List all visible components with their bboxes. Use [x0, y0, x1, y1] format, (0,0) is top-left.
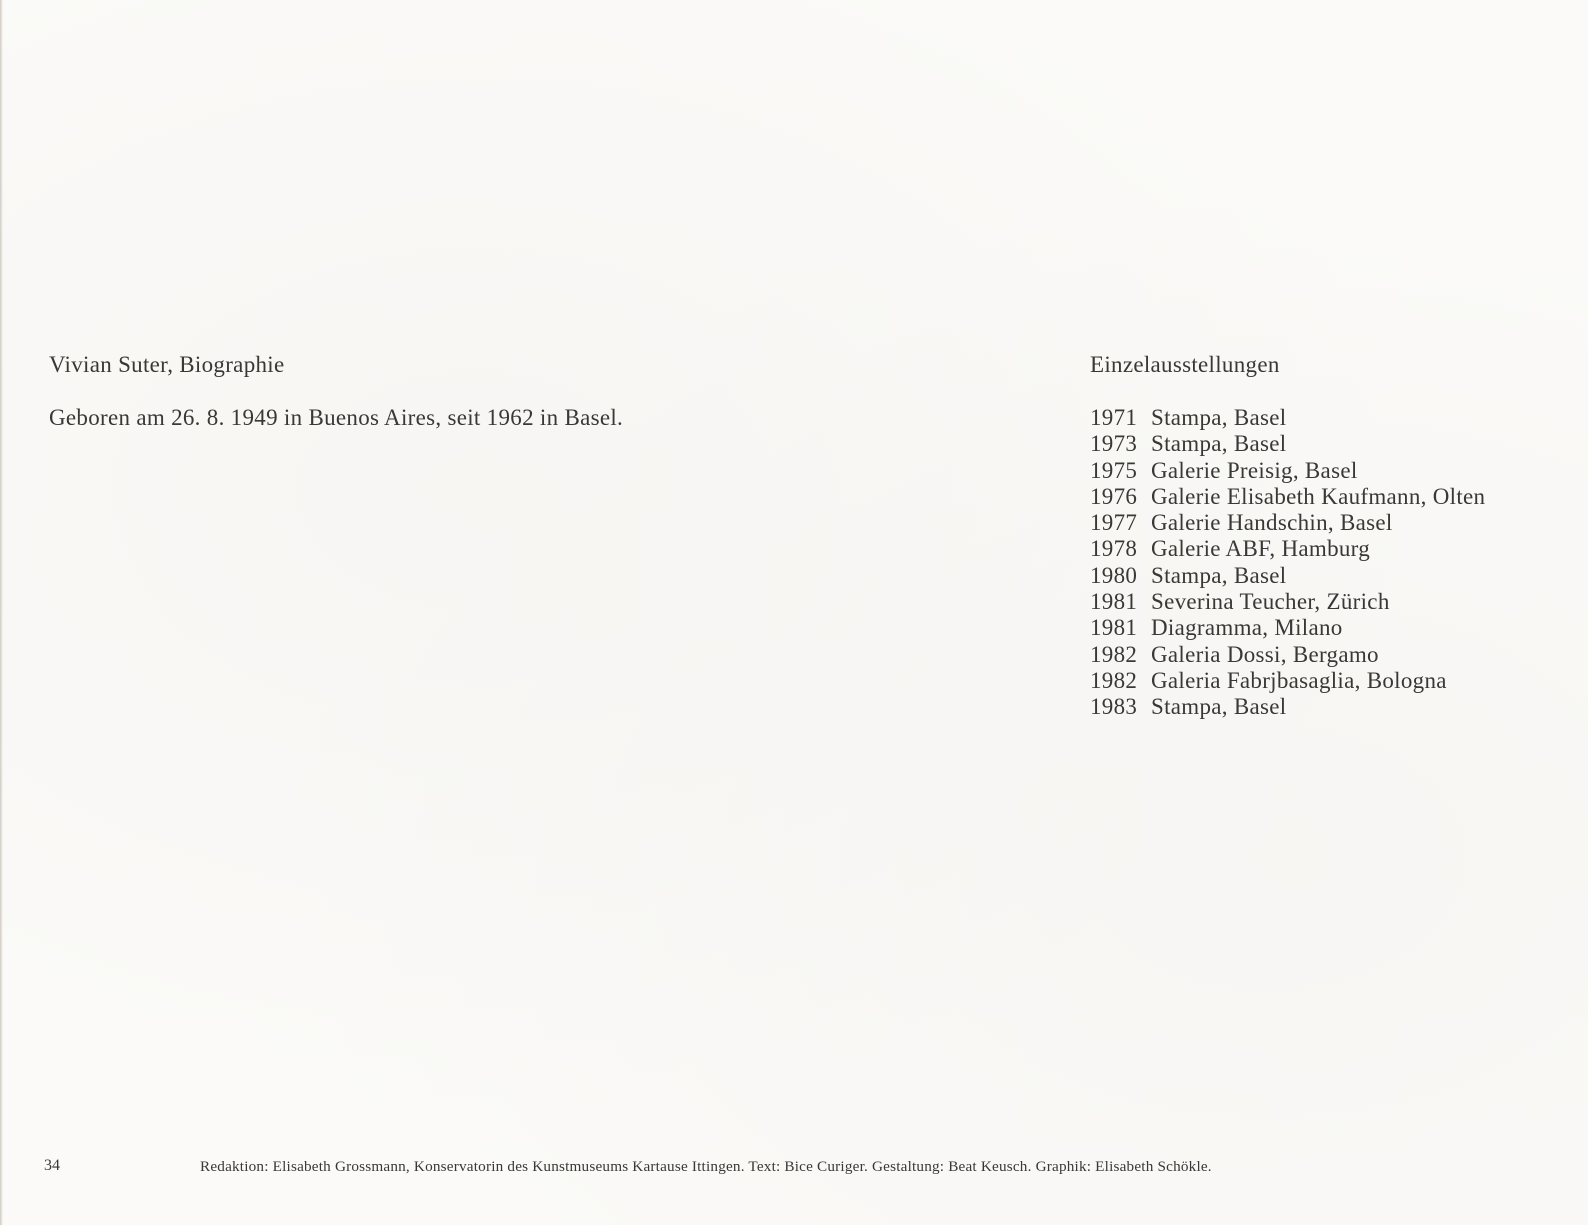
exhibition-year: 1977 — [1090, 510, 1138, 536]
page-number: 34 — [44, 1157, 60, 1174]
exhibition-item — [1090, 484, 1485, 510]
exhibition-venue: Galeria Fabrjbasaglia, Bologna — [1151, 667, 1447, 693]
exhibition-year: 1978 — [1090, 536, 1138, 562]
exhibition-venue: Galerie ABF, Hamburg — [1151, 536, 1371, 562]
exhibition-venue: Galerie Elisabeth Kaufmann, Olten — [1151, 483, 1486, 509]
biography-birth-line: Geboren am 26. 8. 1949 in Buenos Aires, seit 1962 in Basel. — [49, 405, 624, 430]
exhibition-year: 1980 — [1090, 562, 1138, 588]
exhibition-item — [1090, 563, 1485, 589]
exhibition-year: 1975 — [1090, 457, 1138, 483]
exhibition-item — [1090, 615, 1485, 641]
exhibition-venue: Galerie Handschin, Basel — [1151, 510, 1393, 536]
footer-credits: Redaktion: Elisabeth Grossmann, Konservatorin des Kunstmuseums Kartause Ittingen. Text: Bice Curiger. Gestaltung: Beat Keusch. Graphik: Elisabeth Schökle. — [200, 1158, 1212, 1175]
exhibition-item — [1090, 458, 1485, 484]
exhibition-item — [1090, 642, 1485, 668]
exhibition-year: 1973 — [1090, 431, 1138, 457]
exhibition-year: 1981 — [1090, 615, 1138, 641]
exhibition-venue: Diagramma, Milano — [1151, 615, 1343, 641]
exhibition-year: 1983 — [1090, 694, 1138, 720]
exhibition-year: 1982 — [1090, 667, 1138, 693]
exhibition-venue: Severina Teucher, Zürich — [1151, 589, 1390, 615]
exhibition-venue: Stampa, Basel — [1151, 405, 1287, 430]
exhibition-item — [1090, 694, 1485, 720]
exhibition-venue: Stampa, Basel — [1151, 694, 1287, 720]
biography-title: Vivian Suter, Biographie — [49, 352, 285, 377]
exhibition-year: 1976 — [1090, 483, 1138, 509]
exhibition-year: 1981 — [1090, 589, 1138, 615]
exhibition-year: 1971 — [1090, 405, 1138, 430]
exhibitions-title: Einzelausstellungen — [1090, 352, 1280, 377]
exhibition-item — [1090, 510, 1485, 536]
page-edge — [0, 0, 3, 1225]
exhibition-venue: Stampa, Basel — [1151, 562, 1287, 588]
exhibition-item — [1090, 668, 1485, 694]
exhibition-item — [1090, 431, 1485, 457]
exhibition-item — [1090, 405, 1485, 431]
exhibition-venue: Galerie Preisig, Basel — [1151, 457, 1358, 483]
exhibition-venue: Galeria Dossi, Bergamo — [1151, 641, 1379, 667]
exhibitions-list — [1090, 405, 1485, 721]
exhibition-venue: Stampa, Basel — [1151, 431, 1287, 457]
exhibition-item — [1090, 589, 1485, 615]
exhibition-item — [1090, 536, 1485, 562]
exhibition-year: 1982 — [1090, 641, 1138, 667]
